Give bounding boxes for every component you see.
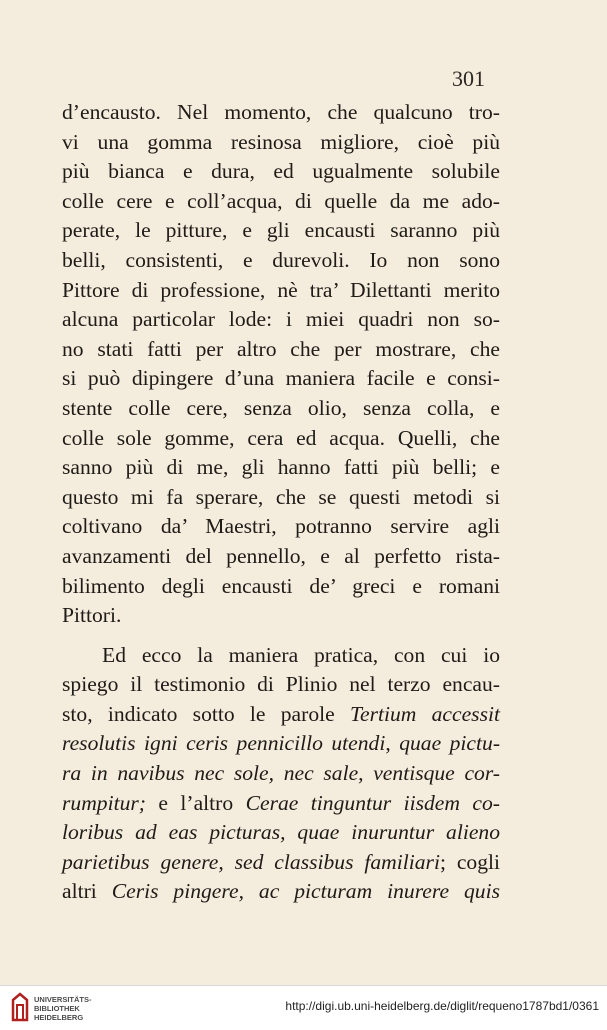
- library-name-line: UNIVERSITÄTS-: [34, 995, 92, 1004]
- text-line: [62, 729, 500, 759]
- text-segment: sto, indicato sotto le parole: [62, 701, 335, 726]
- body-text: [62, 98, 500, 907]
- text-line: Ed ecco la maniera pratica, con cui io: [102, 642, 500, 667]
- latin-quote: rumpitur;: [62, 790, 146, 815]
- text-line: [62, 877, 500, 907]
- text-line: colle cere e coll’acqua, di quelle da me ado-: [62, 188, 500, 213]
- text-line: belli, consistenti, e durevoli. Io non sono: [62, 247, 500, 272]
- text-line: [62, 700, 500, 730]
- text-line: bilimento degli encausti de’ greci e romani: [62, 573, 500, 598]
- text-line: perate, le pitture, e gli encausti saranno più: [62, 218, 500, 243]
- latin-quote: parietibus genere, sed classibus familiari: [62, 849, 440, 874]
- text-line: vi una gomma resinosa migliore, cioè più: [62, 129, 500, 154]
- viewer-footer: [0, 985, 607, 1030]
- library-name-line: BIBLIOTHEK: [34, 1004, 80, 1013]
- latin-quote: quae pictu-: [399, 731, 501, 756]
- latin-quote: resolutis igni ceris pennicillo utendi: [62, 731, 386, 756]
- text-line: spiego il testimonio di Plinio nel terzo encau-: [62, 672, 500, 697]
- text-line: coltivano da’ Maestri, potranno servire agli: [62, 514, 500, 539]
- text-line: colle sole gomme, cera ed acqua. Quelli, che: [62, 425, 500, 450]
- text-line: si può dipingere d’una maniera facile e consi-: [62, 366, 500, 391]
- latin-quote: Cerae tinguntur iisdem co-: [245, 790, 500, 815]
- latin-quote: Ceris pingere, ac picturam inurere quis: [111, 879, 500, 904]
- text-line: no stati fatti per altro che per mostrare, che: [62, 336, 500, 361]
- text-segment: ; cogli: [439, 849, 500, 874]
- text-segment: ,: [385, 731, 391, 756]
- source-url-link[interactable]: http://digi.ub.uni-heidelberg.de/diglit/requeno1787bd1/0361: [285, 999, 599, 1013]
- text-line: stente colle cere, senza olio, senza colla, e: [62, 395, 500, 420]
- text-segment: altri: [62, 879, 97, 904]
- text-line: d’encausto. Nel momento, che qualcuno tro-: [62, 100, 500, 124]
- text-line: [62, 789, 500, 819]
- text-line: sanno più di me, gli hanno fatti più belli; e: [62, 455, 500, 480]
- latin-quote: ra in navibus nec sole, nec sale, ventisque cor-: [62, 761, 500, 786]
- library-name: [34, 995, 92, 1022]
- text-line: Pittori.: [62, 603, 122, 628]
- latin-quote: loribus ad eas picturas, quae inuruntur alieno: [62, 820, 500, 845]
- library-logo-icon: [10, 992, 30, 1022]
- text-segment: e l’altro: [158, 790, 234, 815]
- text-line: più bianca e dura, ed ugualmente solubile: [62, 159, 500, 184]
- text-line: Pittore di professione, nè tra’ Dilettanti merito: [62, 277, 500, 302]
- latin-quote: Tertium accessit: [349, 701, 500, 726]
- text-line: avanzamenti del pennello, e al perfetto rista-: [62, 543, 500, 568]
- page-number: 301: [452, 66, 485, 91]
- text-line: questo mi fa sperare, che se questi metodi si: [62, 484, 500, 509]
- text-line: [62, 848, 500, 878]
- library-name-line: HEIDELBERG: [34, 1013, 84, 1022]
- text-line: alcuna particolar lode: i miei quadri non so-: [62, 307, 500, 332]
